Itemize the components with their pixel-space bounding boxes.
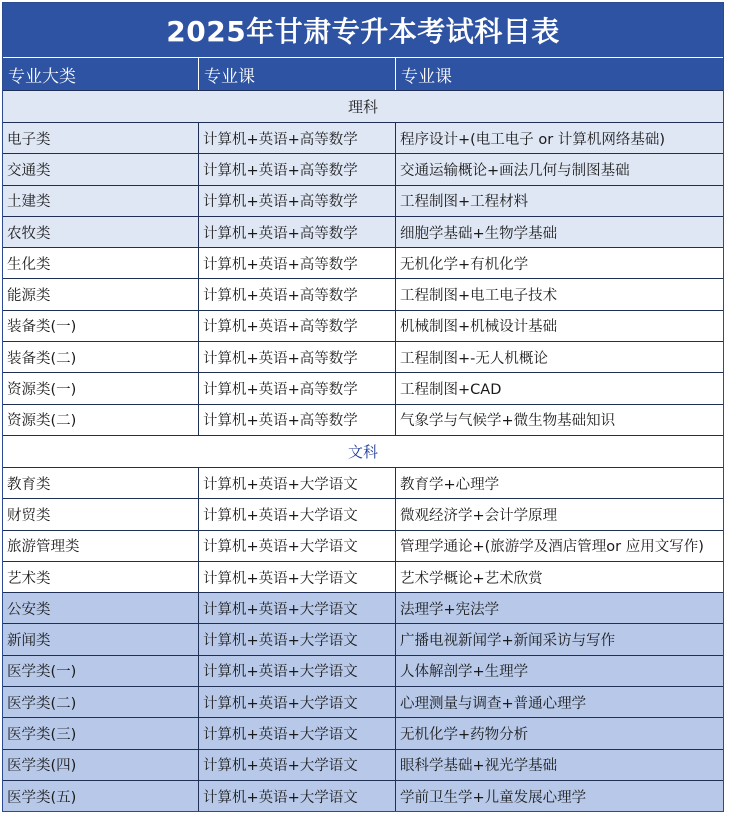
header-major-subjects: 专业课 (401, 66, 452, 87)
row-common-subjects: 计算机+英语+大学语文 (199, 750, 396, 780)
row-major-subjects: 人体解剖学+生理学 (400, 664, 529, 681)
row-category: 装备类(一) (3, 311, 199, 341)
row-category: 医学类(三) (3, 718, 199, 748)
row-major-subjects: 艺术学概论+艺术欣赏 (400, 570, 543, 587)
table-row (3, 247, 723, 278)
table-row (3, 122, 723, 153)
row-category: 医学类(五) (3, 781, 199, 811)
row-category: 新闻类 (3, 624, 199, 654)
table-row (3, 530, 723, 561)
row-common-subjects: 计算机+英语+高等数学 (199, 248, 396, 278)
row-major-subjects: 无机化学+药物分析 (400, 726, 529, 743)
table-row (3, 749, 723, 780)
row-common-subjects: 计算机+英语+大学语文 (199, 593, 396, 623)
row-major-subjects: 程序设计+(电工电子 or 计算机网络基础) (400, 131, 666, 148)
row-common-subjects: 计算机+英语+大学语文 (199, 624, 396, 654)
row-common-subjects: 计算机+英语+高等数学 (199, 154, 396, 184)
row-common-subjects: 计算机+英语+高等数学 (199, 123, 396, 153)
row-major-subjects: 气象学与气候学+微生物基础知识 (400, 413, 616, 430)
table-row (3, 623, 723, 654)
row-major-subjects: 广播电视新闻学+新闻采访与写作 (400, 633, 616, 650)
row-category: 能源类 (3, 279, 199, 309)
row-common-subjects: 计算机+英语+高等数学 (199, 186, 396, 216)
row-major-subjects: 心理测量与调查+普通心理学 (400, 695, 587, 712)
row-major-subjects: 眼科学基础+视光学基础 (400, 758, 558, 775)
table-row (3, 467, 723, 498)
table-row (3, 216, 723, 247)
table-row (3, 372, 723, 403)
row-common-subjects: 计算机+英语+高等数学 (199, 373, 396, 403)
row-common-subjects: 计算机+英语+大学语文 (199, 531, 396, 561)
table-body (3, 90, 723, 811)
header-common-subjects: 专业课 (199, 58, 396, 90)
row-category: 资源类(一) (3, 373, 199, 403)
row-major-subjects: 工程制图+-无人机概论 (400, 350, 548, 367)
row-common-subjects: 计算机+英语+大学语文 (199, 656, 396, 686)
table-row (3, 185, 723, 216)
row-major-subjects: 工程制图+工程材料 (400, 194, 529, 211)
row-major-subjects: 机械制图+机械设计基础 (400, 319, 558, 336)
row-major-subjects: 法理学+宪法学 (400, 601, 500, 618)
row-common-subjects: 计算机+英语+大学语文 (199, 499, 396, 529)
row-common-subjects: 计算机+英语+高等数学 (199, 311, 396, 341)
row-category: 公安类 (3, 593, 199, 623)
row-common-subjects: 计算机+英语+高等数学 (199, 405, 396, 435)
row-major-subjects: 交通运输概论+画法几何与制图基础 (400, 162, 630, 179)
row-common-subjects: 计算机+英语+大学语文 (199, 562, 396, 592)
table-row (3, 686, 723, 717)
row-common-subjects: 计算机+英语+高等数学 (199, 342, 396, 372)
row-category: 医学类(四) (3, 750, 199, 780)
row-common-subjects: 计算机+英语+高等数学 (199, 217, 396, 247)
row-category: 电子类 (3, 123, 199, 153)
row-category: 医学类(一) (3, 656, 199, 686)
row-common-subjects: 计算机+英语+大学语文 (199, 718, 396, 748)
row-major-subjects: 学前卫生学+儿童发展心理学 (400, 789, 587, 806)
section-header: 理科 (3, 90, 723, 122)
row-category: 资源类(二) (3, 405, 199, 435)
table-row (3, 592, 723, 623)
row-major-subjects: 工程制图+CAD (400, 382, 502, 399)
section-header: 文科 (3, 435, 723, 467)
row-major-subjects: 微观经济学+会计学原理 (400, 507, 558, 524)
table-row (3, 717, 723, 748)
row-major-subjects: 管理学通论+(旅游学及酒店管理or 应用文写作) (400, 539, 704, 556)
row-common-subjects: 计算机+英语+大学语文 (199, 781, 396, 811)
row-category: 交通类 (3, 154, 199, 184)
table-row (3, 561, 723, 592)
row-category: 艺术类 (3, 562, 199, 592)
row-common-subjects: 计算机+英语+大学语文 (199, 468, 396, 498)
table-row (3, 153, 723, 184)
table-row (3, 404, 723, 435)
header-category: 专业大类 (3, 58, 199, 90)
table-row (3, 341, 723, 372)
table-row (3, 780, 723, 811)
row-category: 旅游管理类 (3, 531, 199, 561)
row-category: 生化类 (3, 248, 199, 278)
row-common-subjects: 计算机+英语+高等数学 (199, 279, 396, 309)
row-category: 教育类 (3, 468, 199, 498)
row-category: 农牧类 (3, 217, 199, 247)
table-row (3, 498, 723, 529)
row-common-subjects: 计算机+英语+大学语文 (199, 687, 396, 717)
row-major-subjects: 工程制图+电工电子技术 (400, 288, 558, 305)
row-category: 土建类 (3, 186, 199, 216)
table-title: 2025年甘肃专升本考试科目表 (3, 3, 723, 57)
row-category: 医学类(二) (3, 687, 199, 717)
table-header-row (3, 57, 723, 90)
row-category: 财贸类 (3, 499, 199, 529)
table-row (3, 310, 723, 341)
row-major-subjects: 教育学+心理学 (400, 476, 500, 493)
row-category: 装备类(二) (3, 342, 199, 372)
table-row (3, 278, 723, 309)
row-major-subjects: 细胞学基础+生物学基础 (400, 225, 558, 242)
table-row (3, 655, 723, 686)
row-major-subjects: 无机化学+有机化学 (400, 256, 529, 273)
exam-subjects-table (2, 2, 724, 812)
